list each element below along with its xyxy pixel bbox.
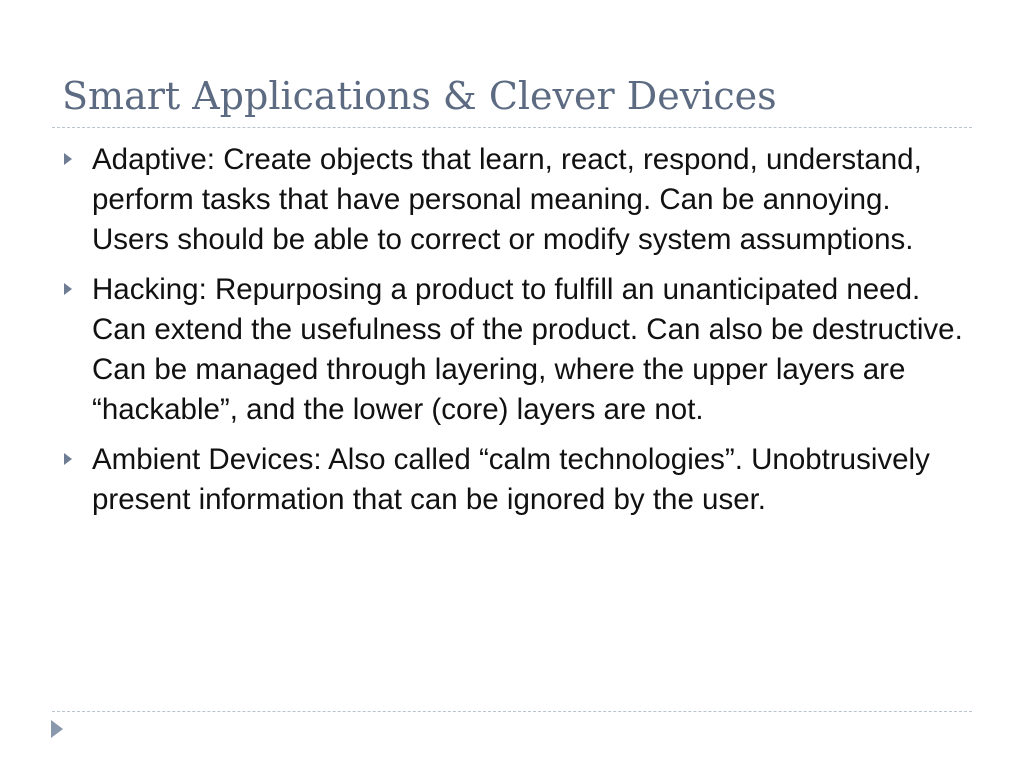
next-slide-icon[interactable] (51, 720, 63, 738)
title-divider (52, 127, 972, 128)
bullet-item-adaptive (0, 140, 1024, 260)
triangle-bullet-icon (64, 153, 72, 165)
bullet-list (0, 140, 1024, 530)
bullet-text: Hacking: Repurposing a product to fulfill an unanticipated need. Can extend the usefulness of the product. Can also be destructive. Can be managed through layering, where the upper layers are “hackable”, and the lower (core) layers are not. (92, 273, 963, 426)
bullet-text: Ambient Devices: Also called “calm technologies”. Unobtrusively present information that can be ignored by the user. (92, 443, 930, 516)
triangle-bullet-icon (64, 453, 72, 465)
bullet-text: Adaptive: Create objects that learn, react, respond, understand, perform tasks that have personal meaning. Can be annoying. Users should be able to correct or modify system assumptions. (92, 143, 922, 256)
bullet-item-ambient-devices (0, 440, 1024, 520)
bullet-item-hacking (0, 270, 1024, 430)
slide-title: Smart Applications & Clever Devices (62, 74, 777, 118)
footer-divider (52, 711, 972, 712)
triangle-bullet-icon (64, 283, 72, 295)
